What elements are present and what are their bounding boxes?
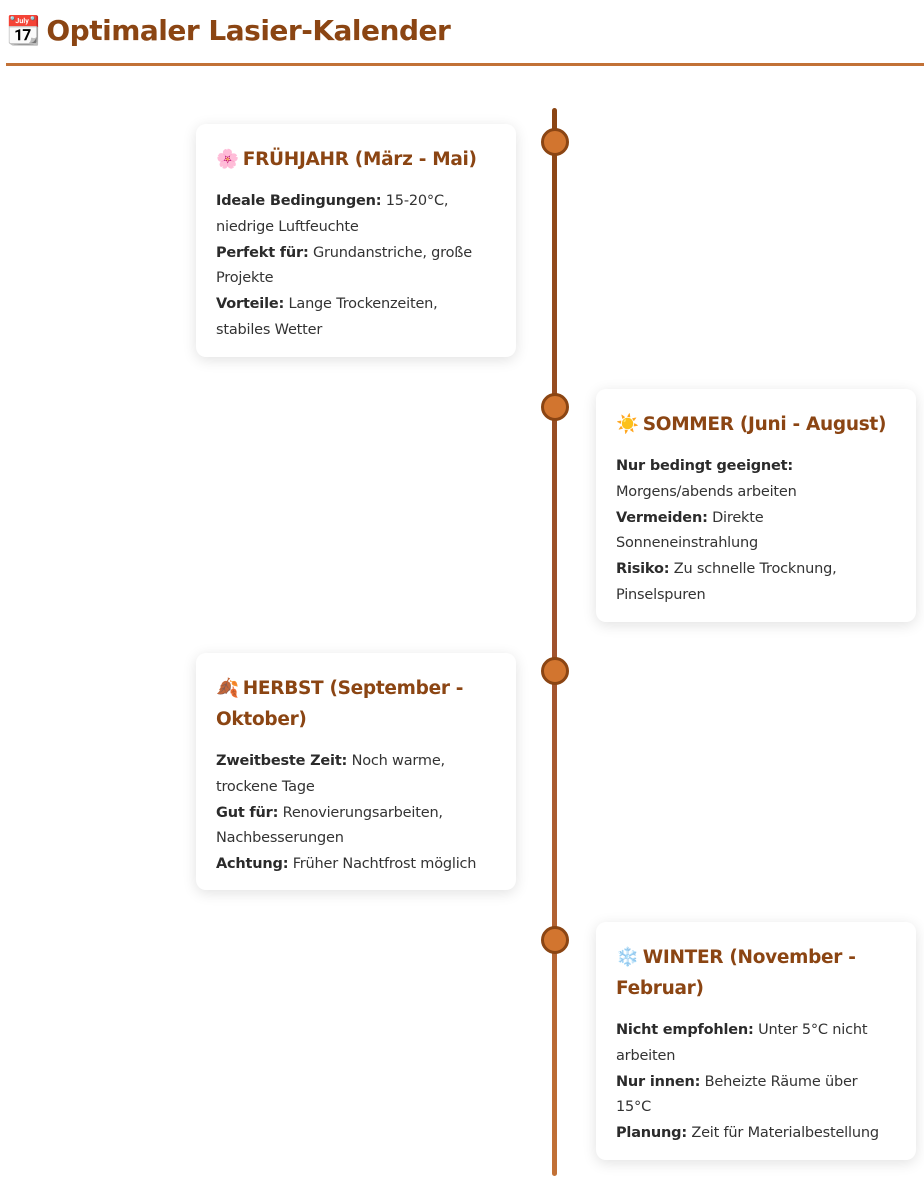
row-text: Noch warme, trockene Tage: [216, 753, 445, 795]
row-text: Direkte Sonneneinstrahlung: [616, 509, 764, 552]
season-title: [616, 409, 896, 440]
season-title: [216, 144, 496, 175]
row-text: Zu schnelle Trocknung, Pinselspuren: [616, 561, 837, 603]
row-text: Früher Nachtfrost möglich: [288, 856, 477, 873]
row-text: Beheizte Räume über 15°C: [616, 1073, 858, 1116]
season-card-summer: [596, 389, 916, 622]
page-title: [6, 14, 450, 47]
row-text: Unter 5°C nicht arbeiten: [616, 1022, 868, 1064]
calendar-icon: 📆: [6, 14, 41, 47]
timeline-dot-spring: [541, 128, 569, 156]
fallen-leaf-icon: 🍂: [216, 678, 239, 699]
season-detail-row: [616, 557, 896, 609]
page-header: [6, 0, 924, 66]
season-title-text: WINTER (November - Februar): [616, 947, 856, 999]
row-label: Nur innen:: [616, 1073, 701, 1090]
row-label: Nicht empfohlen:: [616, 1022, 754, 1038]
row-label: Zweitbeste Zeit:: [216, 753, 348, 769]
timeline-dot-autumn: [541, 657, 569, 685]
snowflake-icon: ❄️: [616, 947, 639, 968]
season-card-spring: [196, 124, 516, 357]
season-detail-row: [216, 801, 496, 853]
timeline-line: [552, 108, 557, 1176]
sun-icon: ☀️: [616, 414, 639, 435]
season-detail-row: [616, 454, 896, 506]
row-label: Vorteile:: [216, 296, 285, 313]
season-title: [216, 673, 496, 735]
season-detail-row: [216, 292, 496, 344]
season-title-text: HERBST (September - Oktober): [216, 678, 464, 730]
page-title-text: Optimaler Lasier-Kalender: [46, 14, 451, 47]
season-detail-row: [216, 241, 496, 293]
row-text: Grundanstriche, große Projekte: [216, 244, 472, 287]
season-title-text: SOMMER (Juni - August): [642, 414, 887, 435]
row-text: Morgens/abends arbeiten: [616, 483, 797, 500]
row-label: Ideale Bedingungen:: [216, 193, 382, 209]
row-label: Vermeiden:: [616, 509, 708, 526]
season-title: [616, 942, 896, 1004]
timeline-dot-winter: [541, 926, 569, 954]
season-detail-row: [616, 1121, 896, 1147]
row-label: Planung:: [616, 1125, 687, 1142]
row-text: Zeit für Materialbestellung: [686, 1125, 879, 1142]
blossom-icon: 🌸: [216, 149, 239, 170]
season-detail-row: [216, 189, 496, 241]
season-detail-row: [616, 506, 896, 558]
row-label: Gut für:: [216, 804, 279, 821]
season-detail-row: [216, 852, 496, 878]
season-detail-row: [216, 749, 496, 801]
row-label: Nur bedingt geeignet:: [616, 458, 793, 474]
timeline-dot-summer: [541, 393, 569, 421]
season-card-autumn: [196, 653, 516, 890]
row-text: Renovierungsarbeiten, Nachbesserungen: [216, 804, 443, 847]
season-title-text: FRÜHJAHR (März - Mai): [242, 149, 477, 170]
row-label: Achtung:: [216, 856, 289, 873]
row-text: Lange Trockenzeiten, stabiles Wetter: [216, 296, 438, 338]
season-detail-row: [616, 1018, 896, 1070]
season-card-winter: [596, 922, 916, 1160]
season-detail-row: [616, 1070, 896, 1122]
row-text: 15-20°C, niedrige Luftfeuchte: [216, 193, 449, 235]
row-label: Risiko:: [616, 561, 670, 578]
row-label: Perfekt für:: [216, 244, 309, 261]
